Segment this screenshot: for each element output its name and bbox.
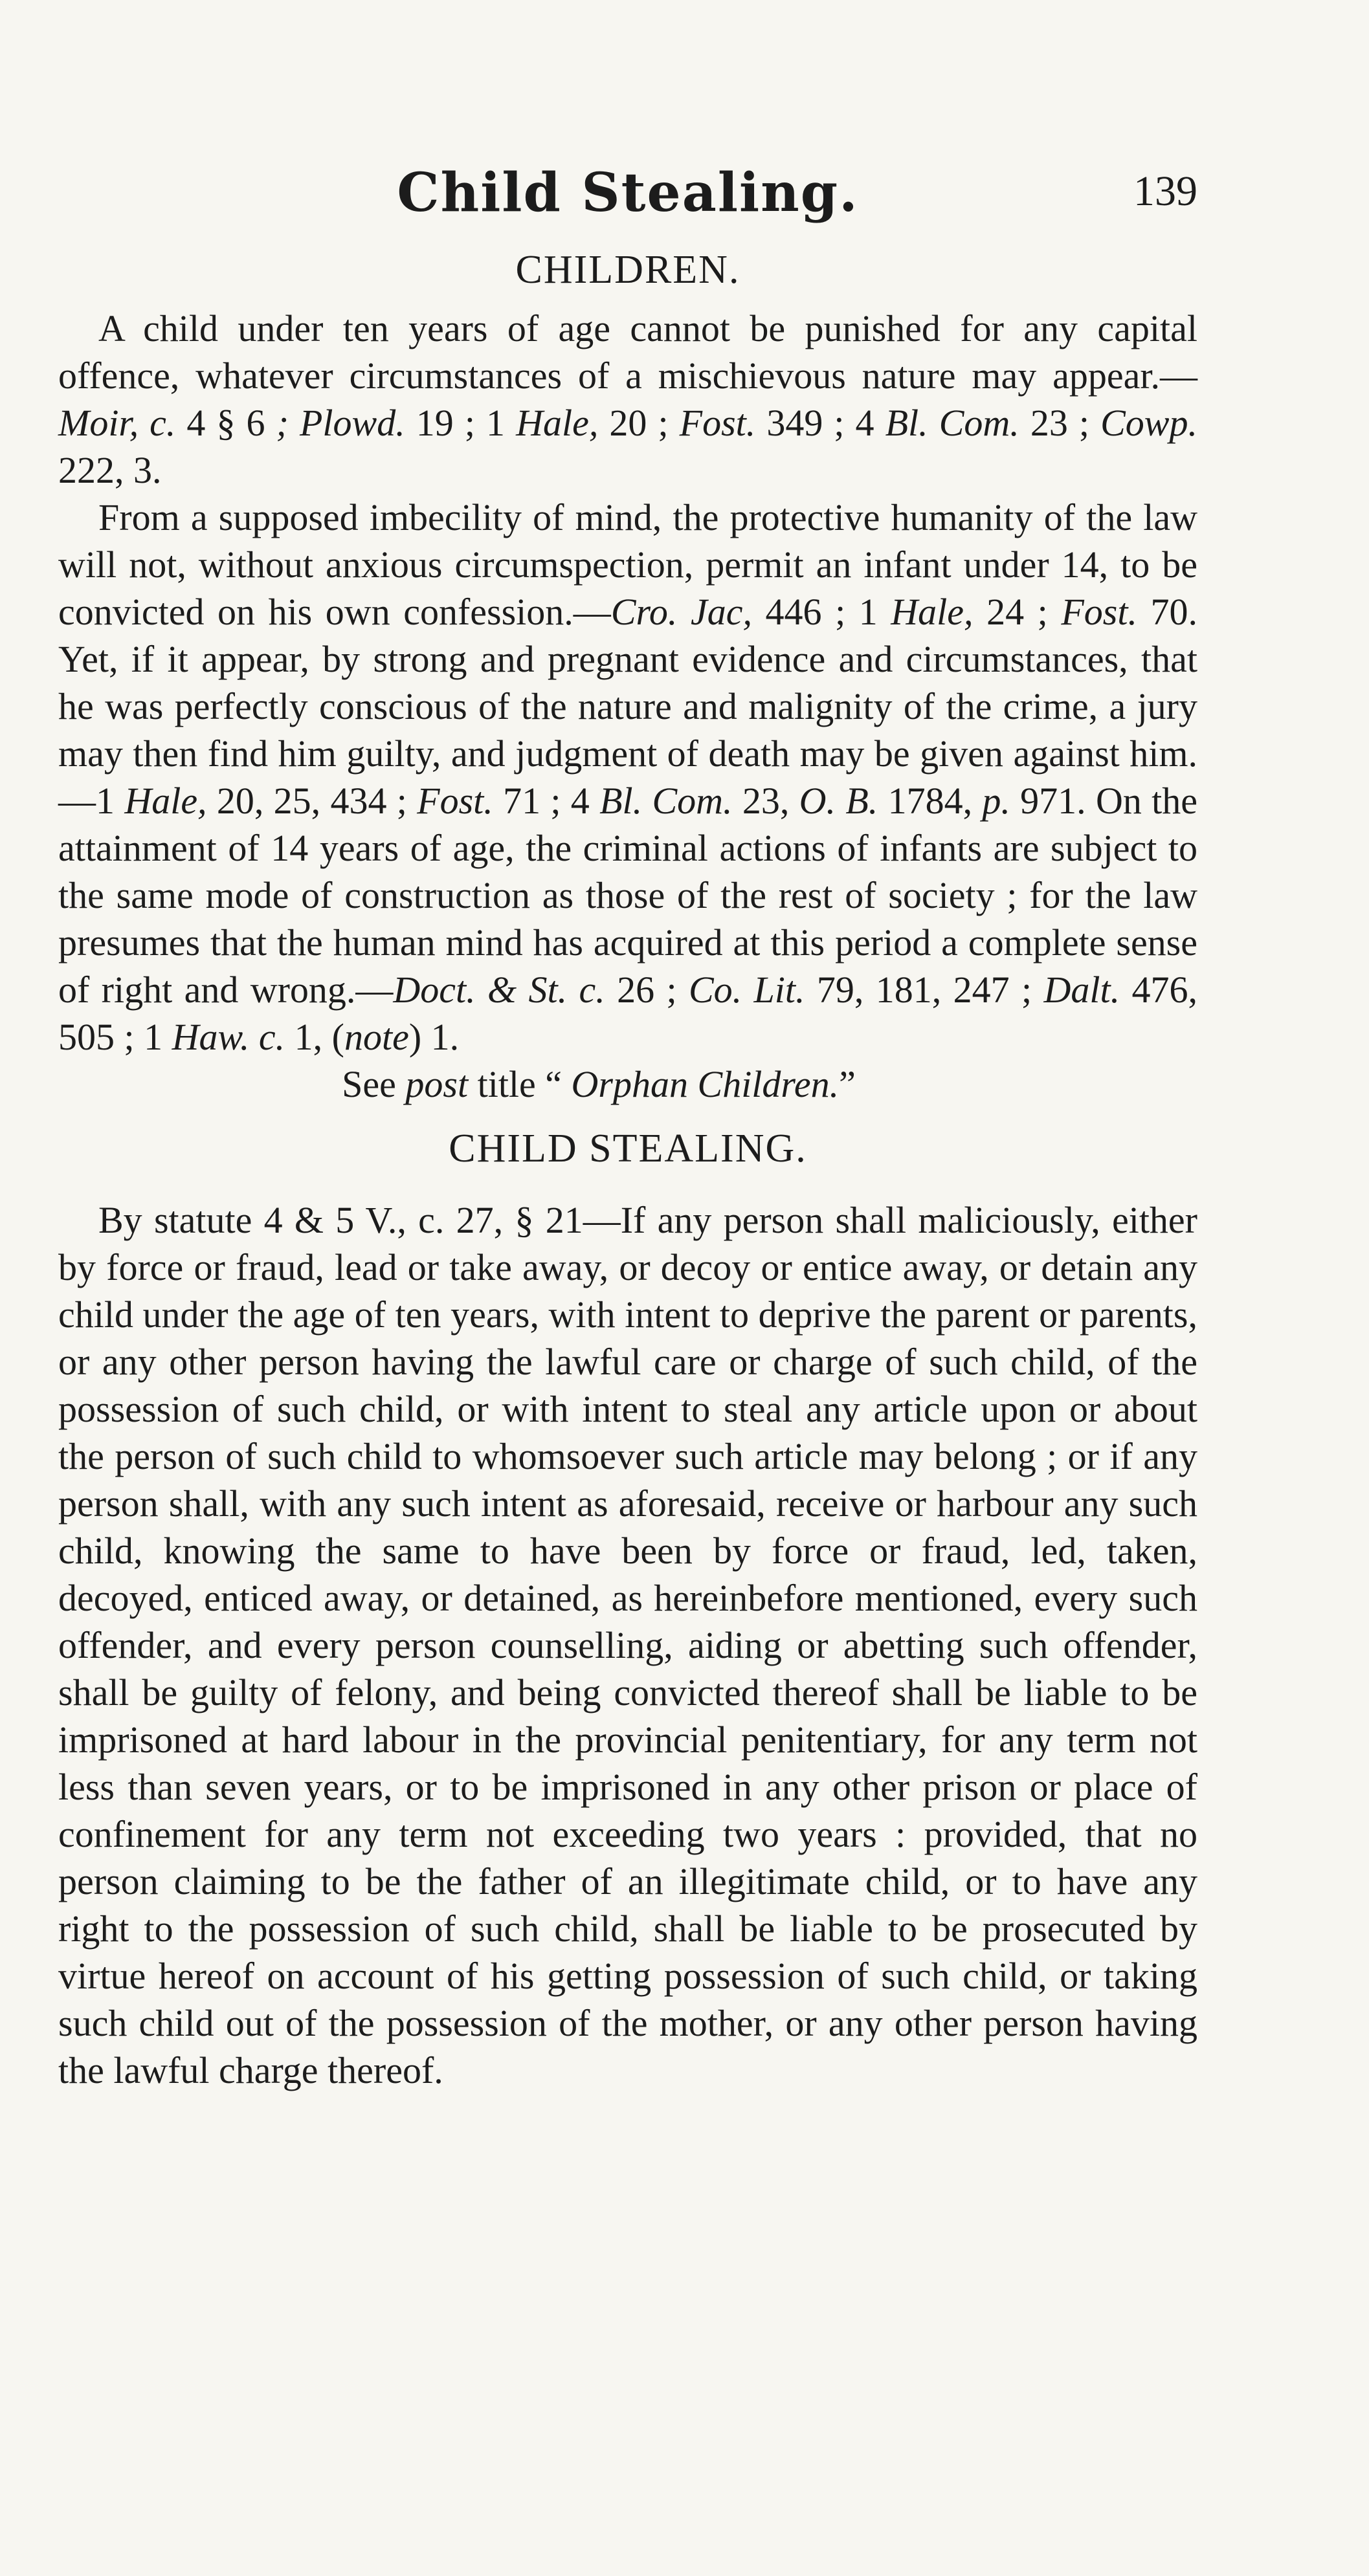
text: 1784, bbox=[878, 780, 983, 822]
text: ” bbox=[839, 1063, 856, 1105]
children-paragraph-1 bbox=[58, 305, 1197, 494]
text: 19 ; 1 bbox=[405, 402, 517, 444]
book-page bbox=[58, 162, 1197, 2094]
citation: Haw. c. bbox=[172, 1016, 285, 1058]
citation: Cro. Jac, bbox=[610, 591, 752, 633]
text: From a supposed imbecility of mind, the protective humanity of the law will not, without anxious circumspection, permit an infant under 14, to be convicted on his own confession.— bbox=[58, 496, 1197, 633]
section-heading-children: CHILDREN. bbox=[515, 248, 740, 292]
citation: Fost. bbox=[417, 780, 493, 822]
text: 20, 25, 434 ; bbox=[206, 780, 417, 822]
text: 71 ; 4 bbox=[493, 780, 600, 822]
citation: O. B. bbox=[799, 780, 878, 822]
text: title “ bbox=[468, 1063, 572, 1105]
text: 476, 505 ; 1 bbox=[58, 969, 1197, 1058]
citation: ; Plowd. bbox=[276, 402, 405, 444]
citation: Bl. Com. bbox=[885, 402, 1019, 444]
citation: Doct. & St. c. bbox=[393, 969, 605, 1011]
running-title: Child Stealing. bbox=[397, 162, 859, 224]
emphasis: post bbox=[405, 1063, 469, 1105]
citation: Hale, bbox=[891, 591, 974, 633]
citation: Fost. bbox=[1061, 591, 1137, 633]
text: 24 ; bbox=[973, 591, 1062, 633]
text: 349 ; 4 bbox=[755, 402, 885, 444]
citation: Cowp. bbox=[1100, 402, 1197, 444]
text: 23 ; bbox=[1019, 402, 1101, 444]
citation: Moir, c. bbox=[58, 402, 176, 444]
citation: Dalt. bbox=[1043, 969, 1120, 1011]
text: 971. On the attainment of 14 years of age, the criminal actions of infants are subject to the same mode of construction as those of the rest of society ; for the law presumes that the human mind has acquired at this period a complete sense of right and wrong.— bbox=[58, 780, 1198, 1011]
citation: Hale, bbox=[124, 780, 207, 822]
emphasis: Orphan Children. bbox=[571, 1063, 840, 1105]
text: 70. Yet, if it appear, by strong and pregnant evidence and circumstances, that he was perfectly conscious of the nature and malignity of the crime, a jury may then find him guilty, and judgment of death may be given against him.—1 bbox=[58, 591, 1198, 822]
text: 446 ; 1 bbox=[751, 591, 891, 633]
citation: Fost. bbox=[679, 402, 756, 444]
citation: Bl. Com. bbox=[599, 780, 733, 822]
citation: p. bbox=[982, 780, 1010, 822]
children-paragraph-2 bbox=[58, 494, 1197, 1061]
page-number: 139 bbox=[1133, 168, 1197, 215]
text: A child under ten years of age cannot be punished for any capital offence, whatever circumstances of a mischievous nature may appear.— bbox=[58, 307, 1197, 397]
running-head bbox=[58, 162, 1197, 239]
text: ) 1. bbox=[408, 1016, 460, 1058]
text: See bbox=[342, 1063, 406, 1105]
text: 79, 181, 247 ; bbox=[805, 969, 1044, 1011]
citation: Co. Lit. bbox=[688, 969, 805, 1011]
text: 20 ; bbox=[598, 402, 680, 444]
citation: Hale, bbox=[516, 402, 599, 444]
text: 222, 3. bbox=[58, 449, 162, 491]
section-heading-child-stealing: CHILD STEALING. bbox=[449, 1127, 807, 1171]
see-reference bbox=[58, 1061, 1197, 1108]
citation: note bbox=[344, 1016, 409, 1058]
text: 26 ; bbox=[605, 969, 689, 1011]
child-stealing-paragraph: By statute 4 & 5 V., c. 27, § 21—If any person shall maliciously, either by force or fraud, lead or take away, or decoy or entice away, or detain any child under the age of ten years, with intent to deprive the parent or parents, or any other person having the lawful care or charge of such child, of the possession of such child, or with intent to steal any article upon or about the person of such child to whomsoever such article may belong ; or if any person shall, with any such intent as aforesaid, receive or harbour any such child, knowing the same to have been by force or fraud, led, taken, decoyed, enticed away, or detained, as hereinbefore mentioned, every such offender, and every person counselling, aiding or abetting such offender, shall be guilty of felony, and being convicted thereof shall be liable to be imprisoned at hard labour in the provincial penitentiary, for any term not less than seven years, or to be imprisoned in any other prison or place of confinement for any term not exceeding two years : provided, that no person claiming to be the father of an illegitimate child, or to have any right to the possession of such child, shall be liable to be prosecuted by virtue hereof on account of his getting possession of such child, or taking such child out of the possession of the mother, or any other person having the lawful charge thereof. bbox=[58, 1199, 1197, 2091]
text: 1, ( bbox=[285, 1016, 344, 1058]
text: 4 § 6 bbox=[175, 402, 276, 444]
text: 23, bbox=[732, 780, 799, 822]
